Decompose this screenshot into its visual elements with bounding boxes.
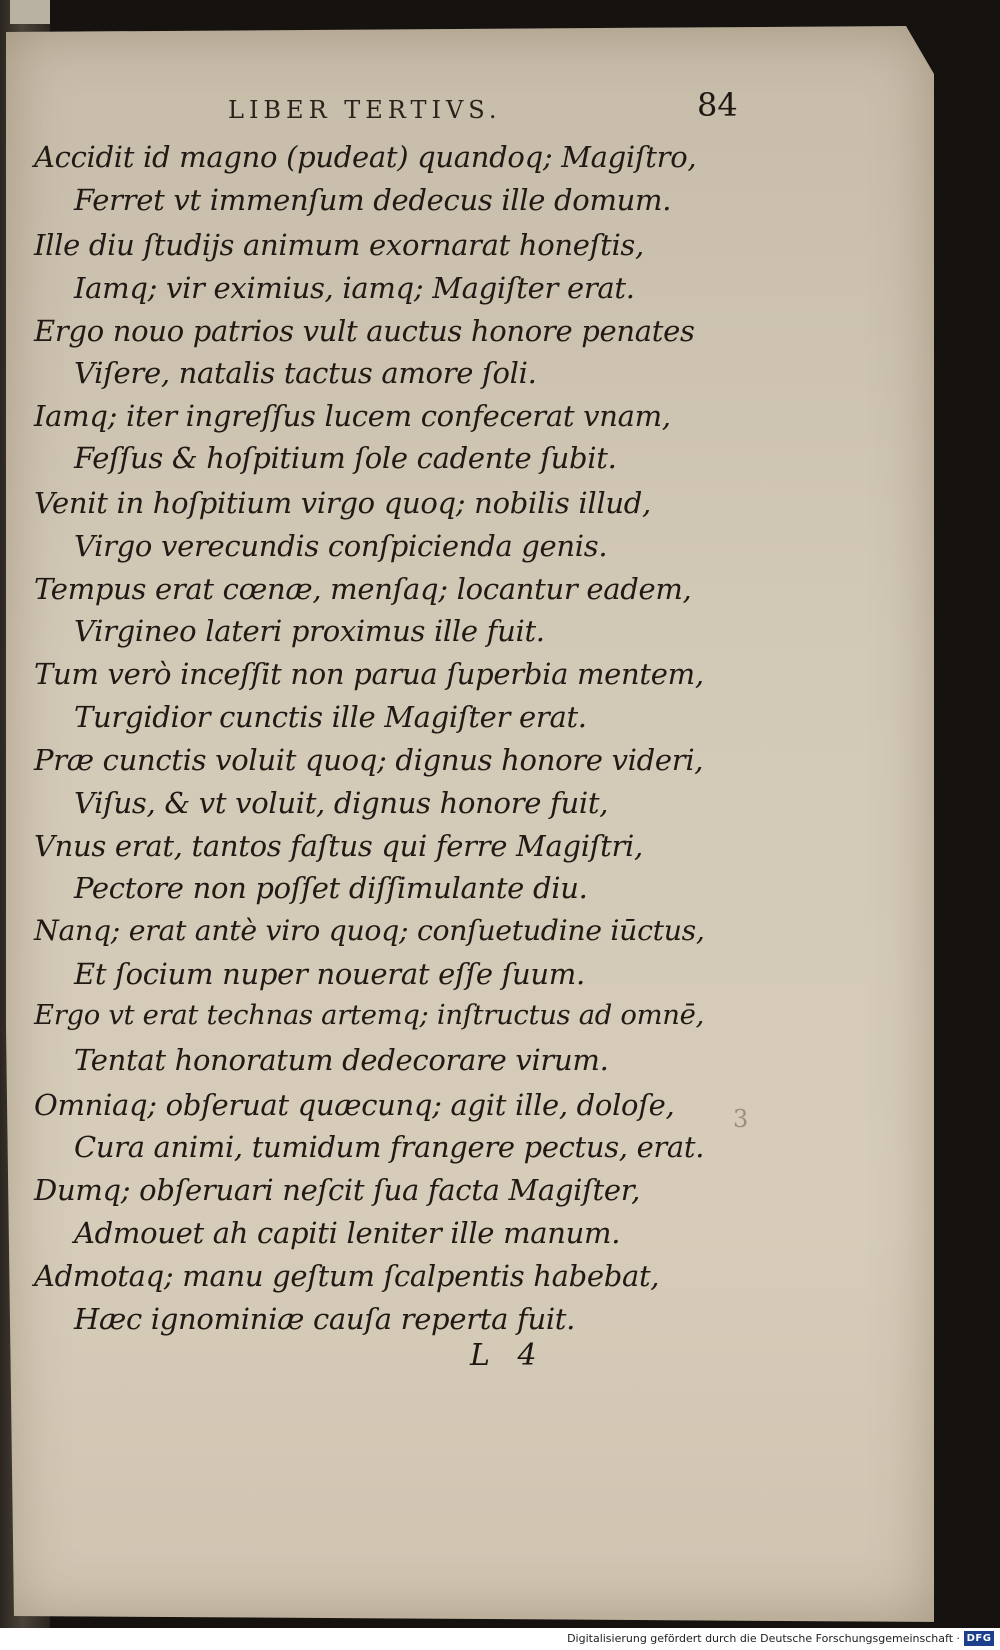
- margin-mark: 3: [733, 1105, 749, 1133]
- poem-line: Omniaq; obſeruat quæcunq; agit ille, doloſe,: [34, 1088, 675, 1122]
- poem-line: Nanq; erat antè viro quoq; conſuetudine iūctus,: [34, 914, 705, 947]
- poem-line: Hæc ignominiæ cauſa reperta fuit.: [74, 1302, 576, 1336]
- poem-line: Feſſus & hoſpitium ſole cadente ſubit.: [74, 441, 617, 475]
- poem-line: Pectore non poſſet diſſimulante diu.: [74, 871, 588, 905]
- poem-line: Ergo vt erat technas artemq; inſtructus ad omnē,: [34, 1000, 704, 1031]
- binding-paper-edge: [10, 0, 50, 24]
- poem-line: Admotaq; manu geſtum ſcalpentis habebat,: [34, 1259, 660, 1293]
- running-head: LIBER TERTIVS.: [228, 96, 502, 124]
- poem-line: Iamq; vir eximius, iamq; Magiſter erat.: [74, 271, 635, 305]
- poem-line: Tempus erat cœnæ, menſaq; locantur eadem,: [34, 572, 692, 606]
- poem-line: Ille diu ſtudijs animum exornarat honeſtis,: [34, 228, 644, 262]
- poem-line: Viſus, & vt voluit, dignus honore fuit,: [74, 786, 609, 820]
- poem-line: Virgo verecundis conſpicienda genis.: [74, 529, 608, 563]
- poem-line: Virgineo lateri proximus ille fuit.: [74, 614, 545, 648]
- poem-line: Tum verò inceſſit non parua ſuperbia mentem,: [34, 657, 704, 691]
- footer-bar: [0, 1628, 1000, 1650]
- poem-line: Ferret vt immenſum dedecus ille domum.: [74, 183, 672, 217]
- poem-line: Vnus erat, tantos faſtus qui ferre Magiſtri,: [34, 829, 643, 863]
- book-page: [6, 26, 934, 1622]
- poem-line: Viſere, natalis tactus amore ſoli.: [74, 356, 537, 390]
- poem-line: Turgidior cunctis ille Magiſter erat.: [74, 700, 587, 734]
- poem-line: Iamq; iter ingreſſus lucem confecerat vnam,: [34, 399, 671, 433]
- signature-mark: L 4: [470, 1338, 537, 1373]
- poem-line: Cura animi, tumidum frangere pectus, erat.: [74, 1130, 705, 1164]
- poem-line: Præ cunctis voluit quoq; dignus honore videri,: [34, 743, 704, 777]
- poem-line: Et ſocium nuper nouerat eſſe ſuum.: [74, 957, 585, 991]
- poem-line: Tentat honoratum dedecorare virum.: [74, 1043, 609, 1077]
- poem-line: Dumq; obſeruari neſcit ſua facta Magiſter,: [34, 1173, 641, 1207]
- poem-line: Admouet ah capiti leniter ille manum.: [74, 1216, 621, 1250]
- funding-credit: Digitalisierung gefördert durch die Deutsche Forschungsgemeinschaft ·: [567, 1632, 960, 1645]
- poem-line: Venit in hoſpitium virgo quoq; nobilis illud,: [34, 486, 651, 520]
- page-number: 84: [697, 86, 738, 124]
- poem-line: Accidit id magno (pudeat) quandoq; Magiſtro,: [34, 140, 697, 174]
- dfg-logo: DFG: [964, 1631, 994, 1646]
- poem-line: Ergo nouo patrios vult auctus honore penates: [34, 314, 695, 348]
